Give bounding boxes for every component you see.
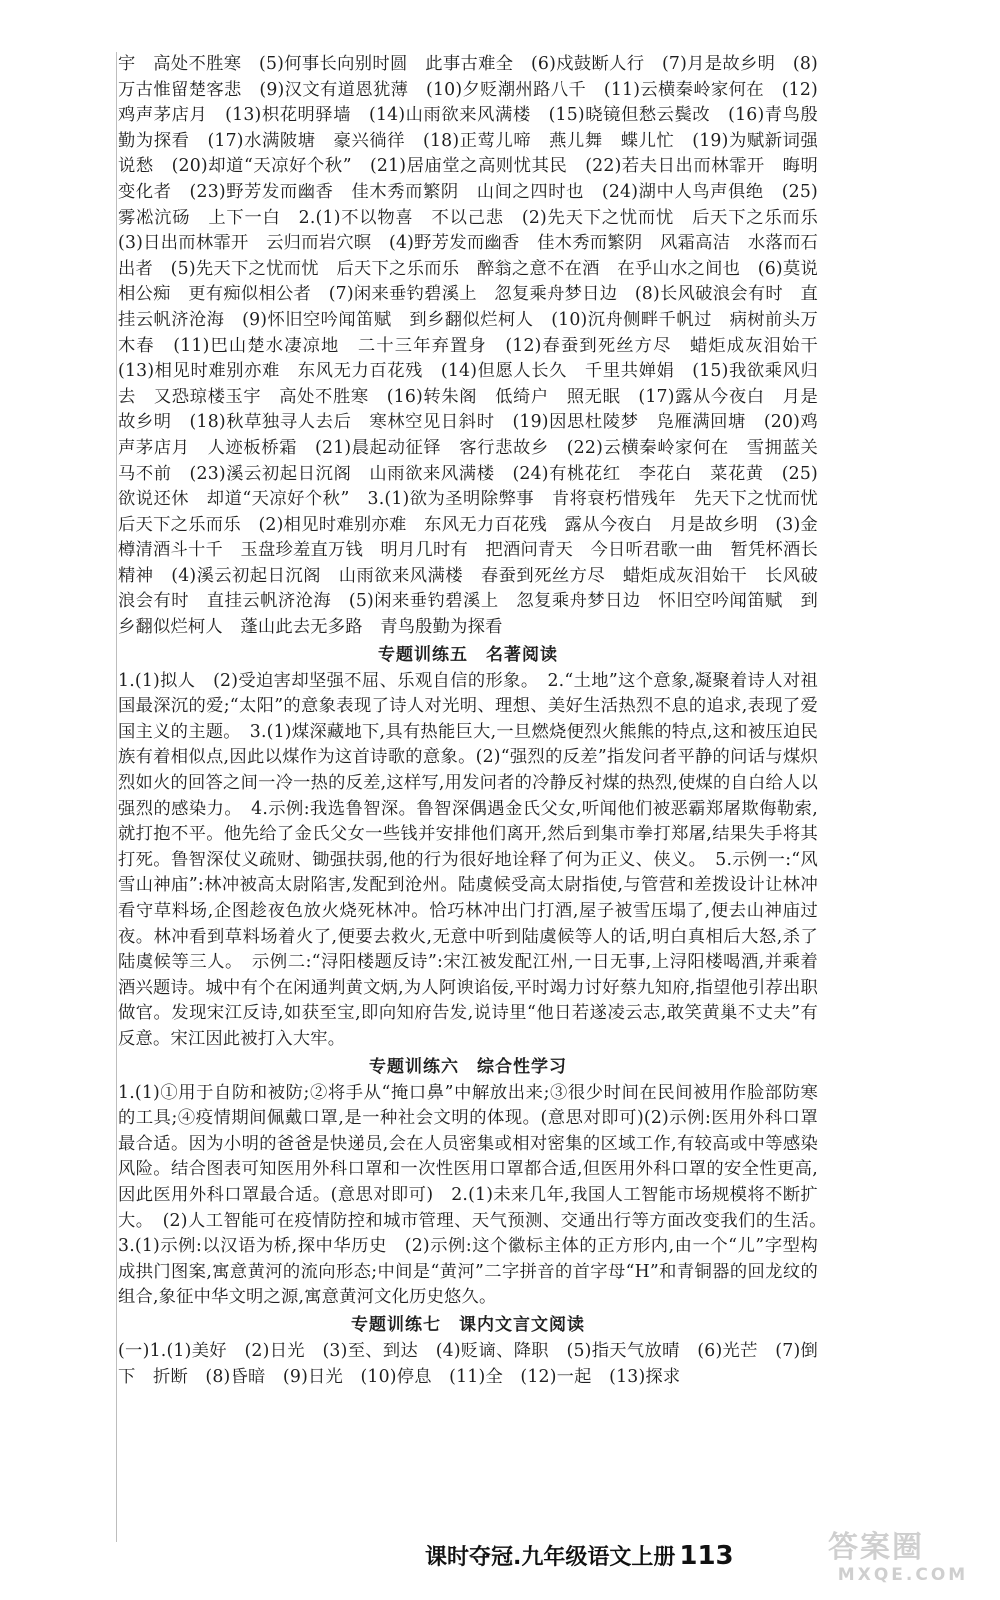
page-number: 113 <box>679 1541 734 1571</box>
page-content <box>118 52 836 1390</box>
answer-paragraph: 1.(1)①用于自防和被防;②将手从“掩口鼻”中解放出来;③很少时间在民间被用作脸部防寒的工具;④疫情期间佩戴口罩,是一种社会文明的体现。(意思对即可)(2)示例:医用外科口罩最合适。因为小明的爸爸是快递员,会在人员密集或相对密集的区域工作,有较高或中等感染风险。结合图表可知医用外科口罩和一次性医用口罩都合适,但医用外科口罩的安全性更高,因此医用外科口罩最合适。(意思对即可) 2.(1)未来几年,我国人工智能市场规模将不断扩大。 (2)人工智能可在疫情防控和城市管理、天气预测、交通出行等方面改变我们的生活。 3.(1)示例:以汉语为桥,探中华历史 (2)示例:这个徽标主体的正方形内,由一个“儿”字型构成拱门图案,寓意黄河的流向形态;中间是“黄河”二字拼音的首字母“H”和青铜器的回龙纹的组合,象征中华文明之源,寓意黄河文化历史悠久。 <box>118 1082 836 1308</box>
watermark-top-text: 答案圈 <box>828 1530 924 1565</box>
watermark-url-text: MXQE.COM <box>837 1565 969 1585</box>
answer-paragraph: 宇 高处不胜寒 (5)何事长向别时圆 此事古难全 (6)戍鼓断人行 (7)月是故乡明 (8)万古惟留楚客悲 (9)汉文有道恩犹薄 (10)夕贬潮州路八千 (11)云横秦岭家何在 (12)鸡声茅店月 (13)枳花明驿墙 (14)山雨欲来风满楼 (15)晓镜但愁云鬓改 (16)青鸟殷勤为探看 (17)水满陂塘 豪兴徜徉 (18)正莺儿啼 燕儿舞 蝶儿忙 (19)为赋新词强说愁 (20)却道“天凉好个秋” (21)居庙堂之高则忧其民 (22)若夫日出而林霏开 晦明变化者 (23)野芳发而幽香 佳木秀而繁阴 山间之四时也 (24)湖中人鸟声俱绝 (25)雾凇沆砀 上下一白 2.(1)不以物喜 不以己悲 (2)先天下之忧而忧 后天下之乐而乐 (3)日出而林霏开 云归而岩穴暝 (4)野芳发而幽香 佳木秀而繁阴 风霜高洁 水落而石出者 (5)先天下之忧而忧 后天下之乐而乐 醉翁之意不在酒 在乎山水之间也 (6)莫说相公痴 更有痴似相公者 (7)闲来垂钓碧溪上 忽复乘舟梦日边 (8)长风破浪会有时 直挂云帆济沧海 (9)怀旧空吟闻笛赋 到乡翻似烂柯人 (10)沉舟侧畔千帆过 病树前头万木春 (11)巴山楚水凄凉地 二十三年弃置身 (12)春蚕到死丝方尽 蜡炬成灰泪始干 (13)相见时难别亦难 东风无力百花残 (14)但愿人长久 千里共婵娟 (15)我欲乘风归去 又恐琼楼玉宇 高处不胜寒 (16)转朱阁 低绮户 照无眠 (17)露从今夜白 月是故乡明 (18)秋草独寻人去后 寒林空见日斜时 (19)因思杜陵梦 凫雁满回塘 (20)鸡声茅店月 人迹板桥霜 (21)晨起动征铎 客行悲故乡 (22)云横秦岭家何在 雪拥蓝关马不前 (23)溪云初起日沉阁 山雨欲来风满楼 (24)有桃花红 李花白 菜花黄 (25)欲说还休 却道“天凉好个秋” 3.(1)欲为圣明除弊事 肯将衰朽惜残年 先天下之忧而忧 后天下之乐而乐 (2)相见时难别亦难 东风无力百花残 露从今夜白 月是故乡明 (3)金樽清酒斗十千 玉盘珍羞直万钱 明月几时有 把酒问青天 今日听君歌一曲 暂凭杯酒长精神 (4)溪云初起日沉阁 山雨欲来风满楼 春蚕到死丝方尽 蜡炬成灰泪始干 长风破浪会有时 直挂云帆济沧海 (5)闲来垂钓碧溪上 忽复乘舟梦日边 怀旧空吟闻笛赋 到乡翻似烂柯人 蓬山此去无多路 青鸟殷勤为探看 <box>118 54 836 638</box>
watermark-logo <box>828 1532 978 1592</box>
answer-paragraph: (一)1.(1)美好 (2)日光 (3)至、到达 (4)贬谪、降职 (5)指天气放晴 (6)光芒 (7)倒下 折断 (8)昏暗 (9)日光 (10)停息 (11)全 (12)一起 (13)探求 <box>118 1340 818 1387</box>
page-footer <box>425 1540 805 1571</box>
section-heading: 专题训练六 综合性学习 <box>369 1056 567 1077</box>
answer-paragraph: 1.(1)拟人 (2)受迫害却坚强不屈、乐观自信的形象。 2.“土地”这个意象,凝聚着诗人对祖国最深沉的爱;“太阳”的意象表现了诗人对光明、理想、美好生活热烈不息的追求,表现了爱国主义的主题。 3.(1)煤深藏地下,具有热能巨大,一旦燃烧便烈火熊熊的特点,这和被压迫民族有着相似点,因此以煤作为这首诗歌的意象。(2)“强烈的反差”指发问者平静的问话与煤炽烈如火的回答之间一冷一热的反差,这样写,用发问者的冷静反衬煤的热烈,使煤的自白给人以强烈的感染力。 4.示例:我选鲁智深。鲁智深偶遇金氏父女,听闻他们被恶霸郑屠欺侮勒索,就打抱不平。他先给了金氏父女一些钱并安排他们离开,然后到集市拳打郑屠,结果失手将其打死。鲁智深仗义疏财、锄强扶弱,他的行为很好地诠释了何为正义、侠义。 5.示例一:“风雪山神庙”:林冲被高太尉陷害,发配到沧州。陆虞候受高太尉指使,与管营和差拨设计让林冲看守草料场,企图趁夜色放火烧死林冲。恰巧林冲出门打酒,屋子被雪压塌了,便去山神庙过夜。林冲看到草料场着火了,便要去救火,无意中听到陆虞候等人的话,明白真相后大怒,杀了陆虞候等三人。 示例二:“浔阳楼题反诗”:宋江被发配江州,一日无事,上浔阳楼喝酒,并乘着酒兴题诗。城中有个在闲通判黄文炳,为人阿谀谄佞,平时竭力讨好蔡九知府,指望他引荐出职做官。发现宋江反诗,如获至宝,即向知府告发,说诗里“他日若遂凌云志,敢笑黄巢不丈夫”有反意。宋江因此被打入大牢。 <box>118 670 818 1049</box>
section-heading: 专题训练五 名著阅读 <box>378 644 558 665</box>
answer-page <box>118 52 836 1390</box>
book-title: 课时夺冠.九年级语文上册 <box>425 1545 676 1570</box>
section-heading: 专题训练七 课内文言文阅读 <box>351 1314 585 1335</box>
